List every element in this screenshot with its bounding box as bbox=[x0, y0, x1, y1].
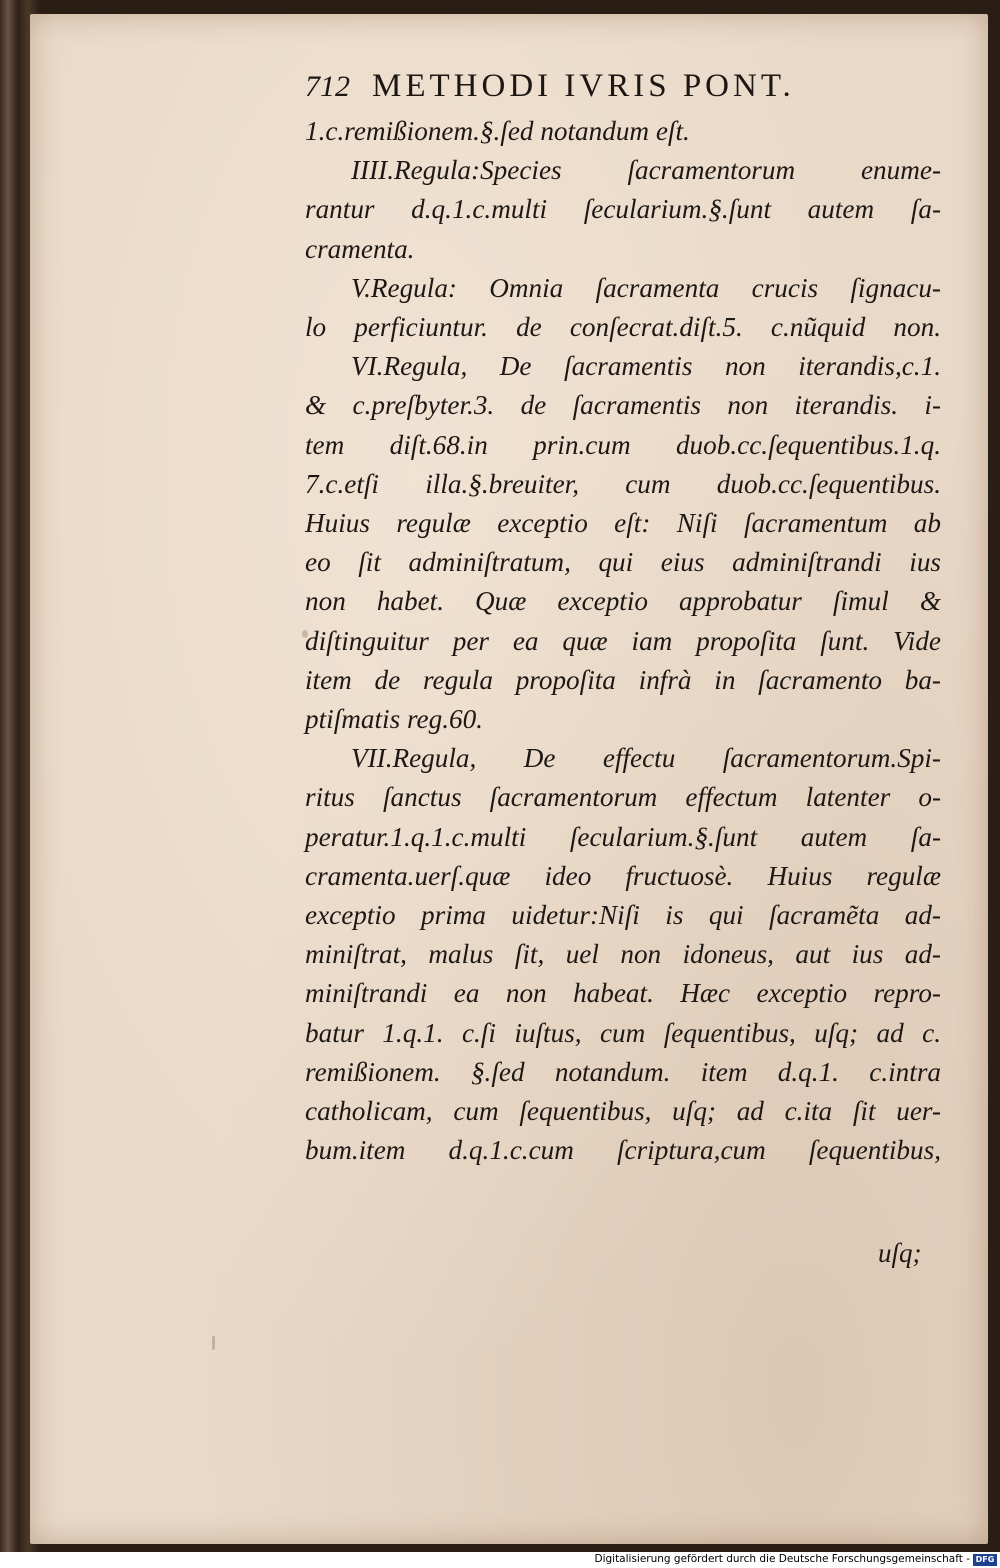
paper-stain bbox=[212, 1336, 215, 1350]
text-line: ritus ſanctus ſacramentorum effectum latenter o- bbox=[305, 782, 941, 813]
text-line: exceptio prima uidetur:Niſi is qui ſacramẽta ad- bbox=[305, 900, 941, 931]
text-line: 7.c.etſi illa.§.breuiter, cum duob.cc.ſequentibus. bbox=[305, 468, 941, 499]
text-line: Huius regulæ exceptio eſt: Niſi ſacramentum ab bbox=[305, 508, 941, 539]
text-line: VII.Regula, De effectu ſacramentorum.Spi- bbox=[351, 743, 941, 774]
text-line: bum.item d.q.1.c.cum ſcriptura,cum ſequentibus, bbox=[305, 1135, 941, 1166]
text-line: ptiſmatis reg.60. bbox=[305, 704, 483, 735]
page-header bbox=[305, 68, 885, 105]
text-line: non habet. Quæ exceptio approbatur ſimul & bbox=[305, 586, 941, 617]
text-line: peratur.1.q.1.c.multi ſecularium.§.ſunt autem ſa- bbox=[305, 821, 941, 852]
text-line: batur 1.q.1. c.ſi iuſtus, cum ſequentibus, uſq; ad c. bbox=[305, 1017, 941, 1048]
text-line: rantur d.q.1.c.multi ſecularium.§.ſunt autem ſa- bbox=[305, 194, 941, 225]
text-line: cramenta. bbox=[305, 233, 415, 264]
text-line: miniſtrat, malus ſit, uel non idoneus, aut ius ad- bbox=[305, 939, 941, 970]
body-text bbox=[305, 112, 941, 1170]
text-line: & c.preſbyter.3. de ſacramentis non iterandis. i- bbox=[305, 390, 941, 421]
text-line: remißionem. §.ſed notandum. item d.q.1. c.intra bbox=[305, 1056, 941, 1087]
text-line: item de regula propoſita infrà in ſacramento ba- bbox=[305, 664, 941, 695]
text-line: eo ſit adminiſtratum, qui eius adminiſtrandi ius bbox=[305, 547, 941, 578]
text-line: IIII.Regula:Species ſacramentorum enume- bbox=[351, 155, 941, 186]
text-line: diſtinguitur per ea quæ iam propoſita ſunt. Vide bbox=[305, 625, 941, 656]
text-line: VI.Regula, De ſacramentis non iterandis,c.1. bbox=[351, 351, 941, 382]
text-line: 1.c.remißionem.§.ſed notandum eſt. bbox=[305, 116, 690, 146]
page-number: 712 bbox=[305, 70, 350, 103]
text-line: lo perficiuntur. de conſecrat.diſt.5. c.nũquid non. bbox=[305, 312, 941, 343]
text-line: cramenta.uerſ.quæ ideo fructuosè. Huius regulæ bbox=[305, 860, 941, 891]
text-line: catholicam, cum ſequentibus, uſq; ad c.ita ſit uer- bbox=[305, 1096, 941, 1127]
running-head: METHODI IVRIS PONT. bbox=[372, 68, 795, 104]
text-line: miniſtrandi ea non habeat. Hæc exceptio repro- bbox=[305, 978, 941, 1009]
text-line: tem diſt.68.in prin.cum duob.cc.ſequentibus.1.q. bbox=[305, 429, 941, 460]
catchword: uſq; bbox=[878, 1238, 922, 1268]
text-line: V.Regula: Omnia ſacramenta crucis ſignacu- bbox=[351, 272, 941, 303]
digitization-credit: Digitalisierung gefördert durch die Deutsche Forschungsgemeinschaft - bbox=[594, 1553, 970, 1565]
dfg-logo-icon: DFG bbox=[973, 1554, 997, 1566]
